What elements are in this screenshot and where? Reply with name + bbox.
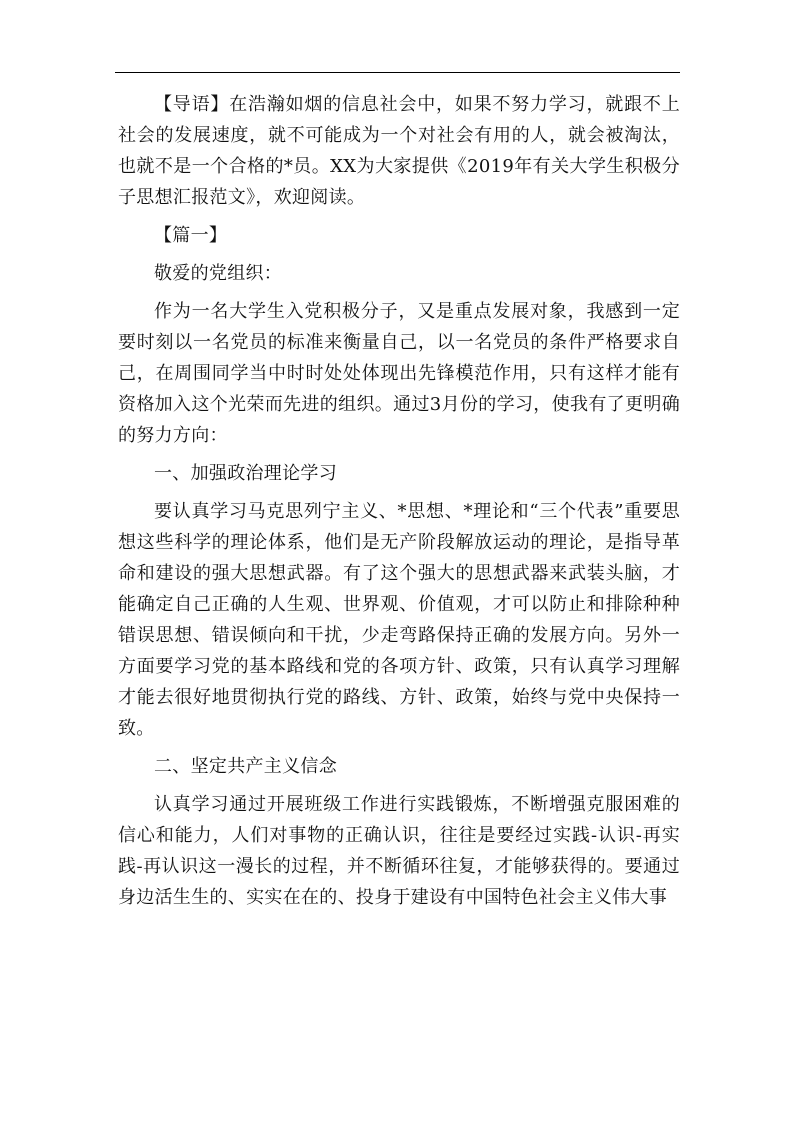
- body-paragraph: 作为一名大学生入党积极分子，又是重点发展对象，我感到一定要时刻以一名党员的标准来衡量自己，以一名党员的条件严格要求自己，在周围同学当中时时处处体现出先锋模范作用，只有这样才能有资格加入这个光荣而先进的组织。通过3月份的学习，使我有了更明确的努力方向：: [118, 301, 680, 446]
- document-body: [118, 89, 680, 920]
- salutation: 敬爱的党组织：: [154, 263, 283, 284]
- body-paragraph: 要认真学习马克思列宁主义、*思想、*理论和“三个代表”重要思想这些科学的理论体系，他们是无产阶段解放运动的理论，是指导革命和建设的强大思想武器。有了这个强大的思想武器来武装头脑，才能确定自己正确的人生观、世界观、价值观，才可以防止和排除种种错误思想、错误倾向和干扰，少走弯路保持正确的发展方向。另外一方面要学习党的基本路线和党的各项方针、政策，只有认真学习理解才能去很好地贯彻执行党的路线、方针、政策，始终与党中央保持一致。: [118, 501, 680, 739]
- intro-paragraph: 【导语】在浩瀚如烟的信息社会中，如果不努力学习，就跟不上社会的发展速度，就不可能成为一个对社会有用的人，就会被淘汰，也就不是一个合格的*员。XX为大家提供《2019年有关大学生积极分子思想汇报范文》，欢迎阅读。: [118, 94, 680, 208]
- body-paragraph: 认真学习通过开展班级工作进行实践锻炼，不断增强克服困难的信心和能力，人们对事物的正确认识，往往是要经过实践-认识-再实践-再认识这一漫长的过程，并不断循环往复，才能够获得的。要通过身边活生生的、实实在在的、投身于建设有中国特色社会主义伟大事: [118, 794, 680, 908]
- section-heading-part-one: 【篇一】: [154, 225, 228, 246]
- subheading-communist-belief: 二、坚定共产主义信念: [154, 756, 337, 777]
- header-rule: [115, 72, 680, 73]
- subheading-political-theory: 一、加强政治理论学习: [154, 463, 337, 484]
